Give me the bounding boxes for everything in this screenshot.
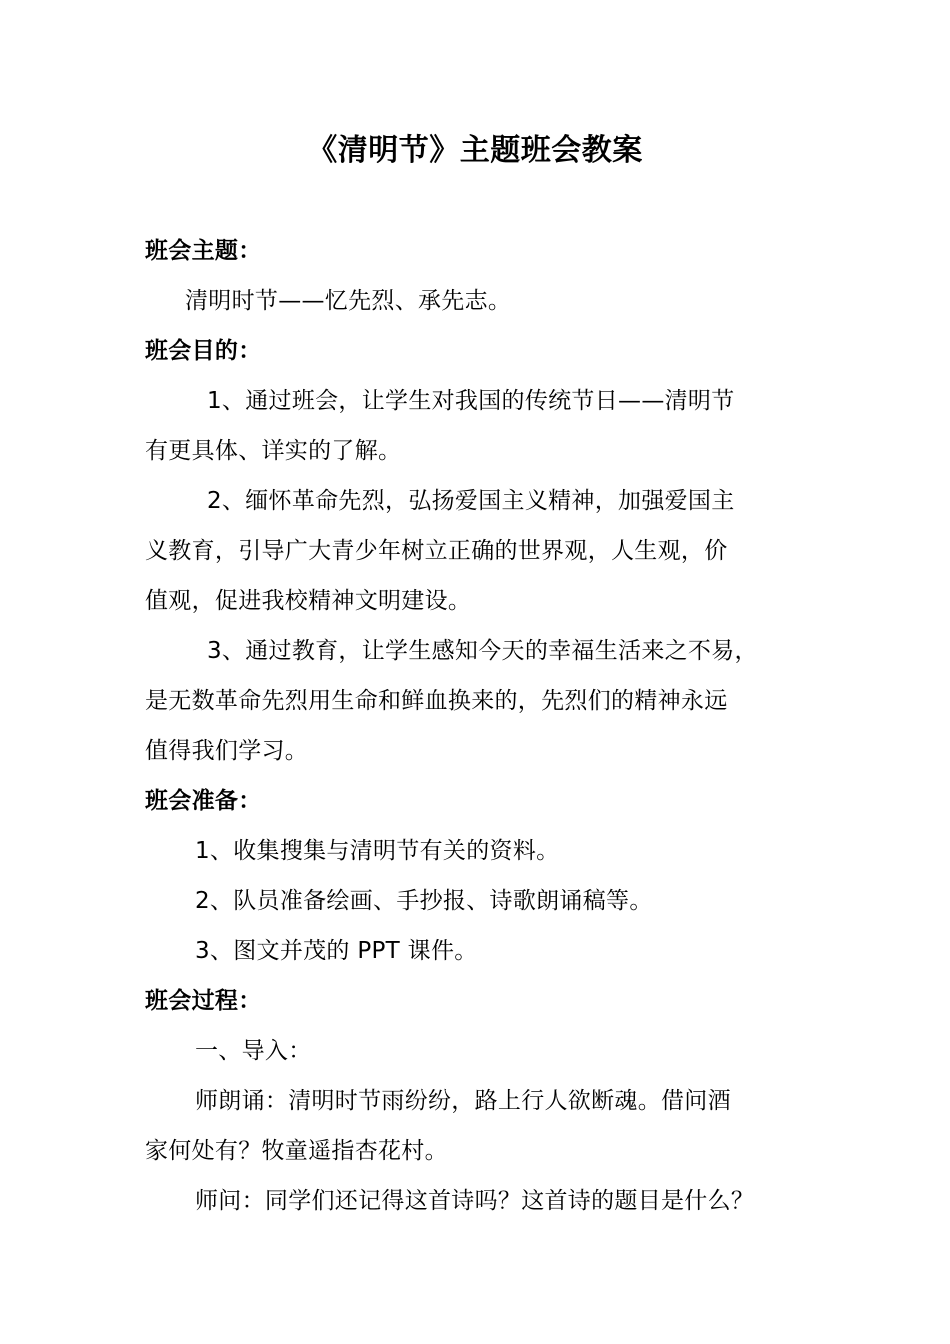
paragraph-line: 3、通过教育，让学生感知今天的幸福生活来之不易， [207, 638, 758, 664]
document-body [145, 226, 835, 1226]
paragraph-line: 家何处有？牧童遥指杏花村。 [145, 1138, 448, 1164]
document-title: 《清明节》主题班会教案 [307, 133, 643, 168]
paragraph-line: 值得我们学习。 [145, 738, 309, 764]
section-heading: 班会主题： [145, 238, 262, 264]
paragraph-line: 义教育，引导广大青少年树立正确的世界观，人生观，价 [145, 538, 728, 564]
paragraph-line: 2、缅怀革命先烈，弘扬爱国主义精神，加强爱国主 [207, 488, 735, 514]
section-heading: 班会过程： [145, 988, 262, 1014]
paragraph-line: 2、队员准备绘画、手抄报、诗歌朗诵稿等。 [195, 888, 653, 914]
paragraph-line: 师问：同学们还记得这首诗吗？这首诗的题目是什么？ [195, 1188, 755, 1214]
paragraph-line: 有更具体、详实的了解。 [145, 438, 402, 464]
paragraph-line: 3、图文并茂的 PPT 课件。 [195, 938, 478, 964]
paragraph-line: 1、收集搜集与清明节有关的资料。 [195, 838, 560, 864]
paragraph-line: 清明时节——忆先烈、承先志。 [185, 288, 512, 314]
paragraph-line: 值观，促进我校精神文明建设。 [145, 588, 472, 614]
section-heading: 班会目的： [145, 338, 262, 364]
paragraph-line: 师朗诵：清明时节雨纷纷，路上行人欲断魂。借问酒 [195, 1088, 731, 1114]
paragraph-line: 1、通过班会，让学生对我国的传统节日——清明节 [207, 388, 735, 414]
paragraph-line: 是无数革命先烈用生命和鲜血换来的，先烈们的精神永远 [145, 688, 728, 714]
paragraph-line: 一、导入： [195, 1038, 312, 1064]
section-heading: 班会准备： [145, 788, 262, 814]
